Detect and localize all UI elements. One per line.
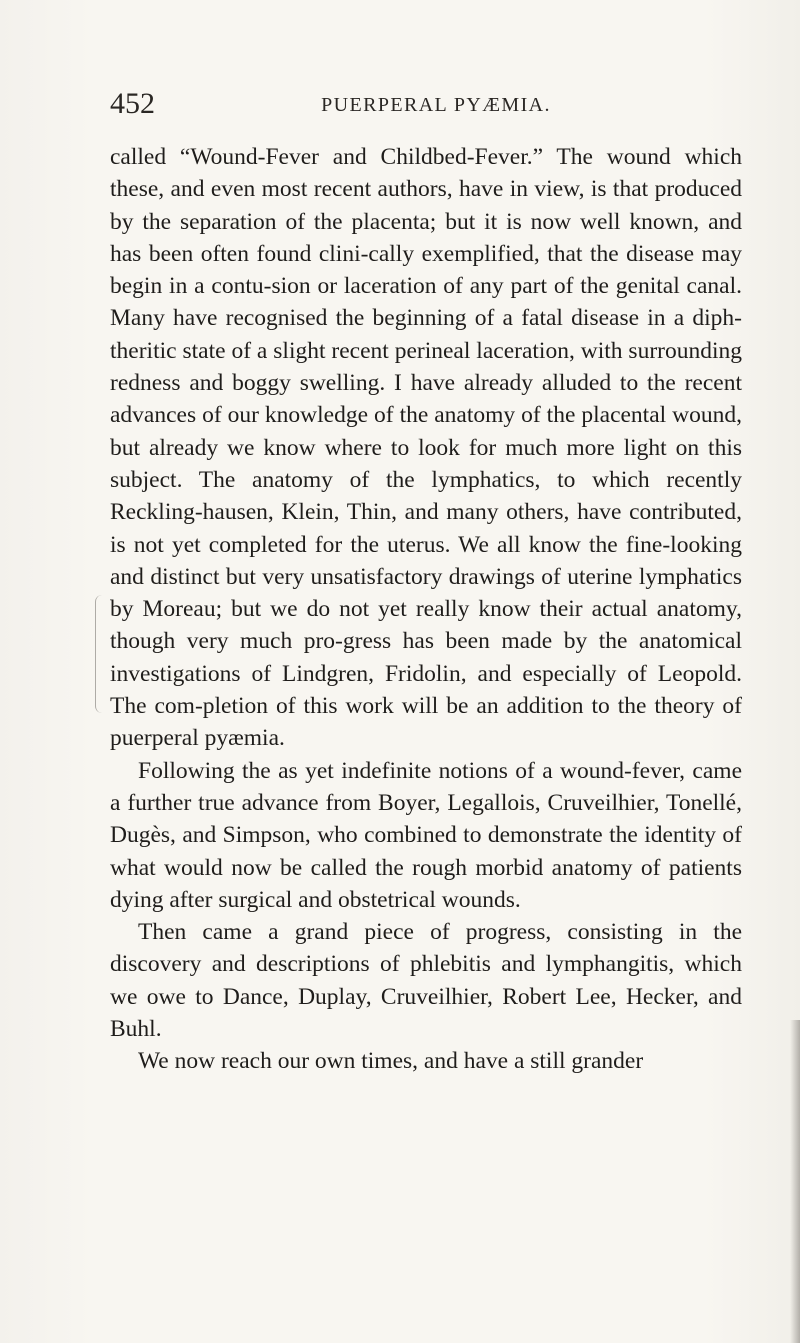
page-header [110,86,742,122]
paragraph-2: Following the as yet indefinite notions of a wound-fever, came a further true advance from Boyer, Legallois, Cruveilhier, Tonellé, Dugès, and Simpson, who combined to demonstrate the identity of what would now be called the rough morbid anatomy of patients dying after surgical and obstetrical wounds. [110,757,742,913]
paragraph-3: Then came a grand piece of progress, consisting in the discovery and descriptions of phlebitis and lymphangitis, which we owe to Dance, Duplay, Cruveilhier, Robert Lee, Hecker, and Buhl. [110,919,742,1043]
page-edge-shadow [790,1020,800,1343]
page-number: 452 [110,87,155,120]
body-text [110,141,742,1078]
paragraph-1: called “Wound-Fever and Childbed-Fever.” The wound which these, and even most recent authors, have in view, is that produced by the separation of the placenta; but it is now well known, and has been often found clini-cally exemplified, that the disease may begin in a contu-sion or laceration of any part of the genital canal. Many have recognised the beginning of a fatal disease in a diph-theritic state of a slight recent perineal laceration, with surrounding redness and boggy swelling. I have already alluded to the recent advances of our knowledge of the anatomy of the placental wound, but already we know where to look for much more light on this subject. The anatomy of the lymphatics, to which recently Reckling-hausen, Klein, Thin, and many others, have contributed, is not yet completed for the uterus. We all know the fine-looking and distinct but very unsatisfactory drawings of uterine lymphatics by Moreau; but we do not yet really know their actual anatomy, though very much pro-gress has been made by the anatomical investigations of Lindgren, Fridolin, and especially of Leopold. The com-pletion of this work will be an addition to the theory of puerperal pyæmia. [110,144,742,752]
paragraph-4: We now reach our own times, and have a still grander [138,1048,644,1075]
margin-mark [95,595,102,713]
running-title: PUERPERAL PYÆMIA. [321,94,551,116]
